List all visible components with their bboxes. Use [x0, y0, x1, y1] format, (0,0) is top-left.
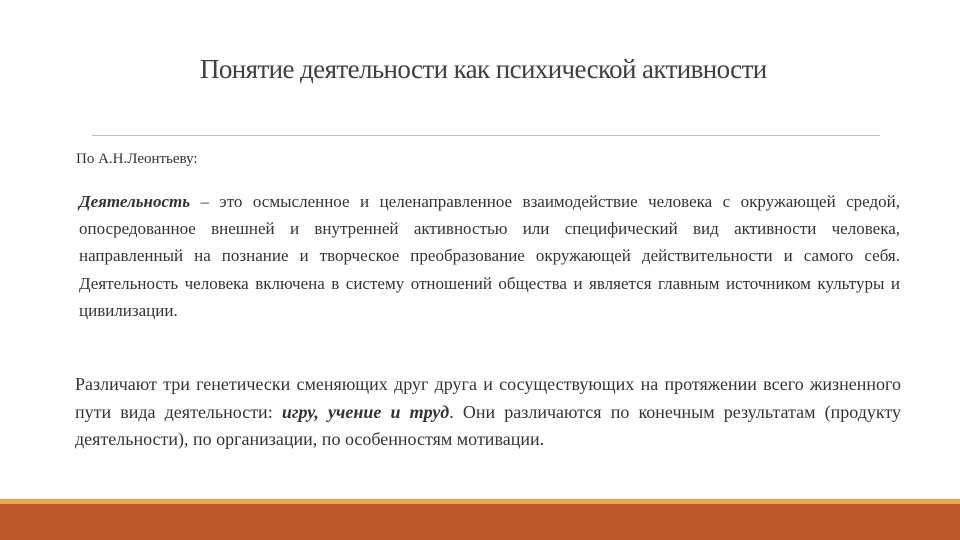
title-divider — [92, 135, 880, 136]
definition-term: Деятельность — [79, 192, 191, 211]
author-line: По А.Н.Леонтьеву: — [76, 151, 198, 167]
slide-title: Понятие деятельности как психической активности — [200, 54, 767, 84]
activity-types-paragraph — [75, 371, 901, 454]
types-text-before: Различают три генетически сменяющих друг друга и сосуществующих на протяжении всего жизненного пути вида деятельности: — [75, 374, 901, 422]
definition-paragraph — [79, 188, 900, 324]
types-text-after: . Они различаются по конечным результатам (продукту деятельности), по организации, по особенностям мотивации. — [75, 401, 901, 449]
footer-accent-bar — [0, 504, 960, 540]
definition-text: – это осмысленное и целенаправленное взаимодействие человека с окружающей средой, опосредованное внешней и внутренней активностью или специфический вид активности человека, направленный на познание и творческое преобразование окружающей действительности и самого себя. Деятельность человека включена в систему отношений общества и является главным источником культуры и цивилизации. — [79, 192, 900, 320]
types-emphasis: игру, учение и труд — [281, 401, 450, 422]
